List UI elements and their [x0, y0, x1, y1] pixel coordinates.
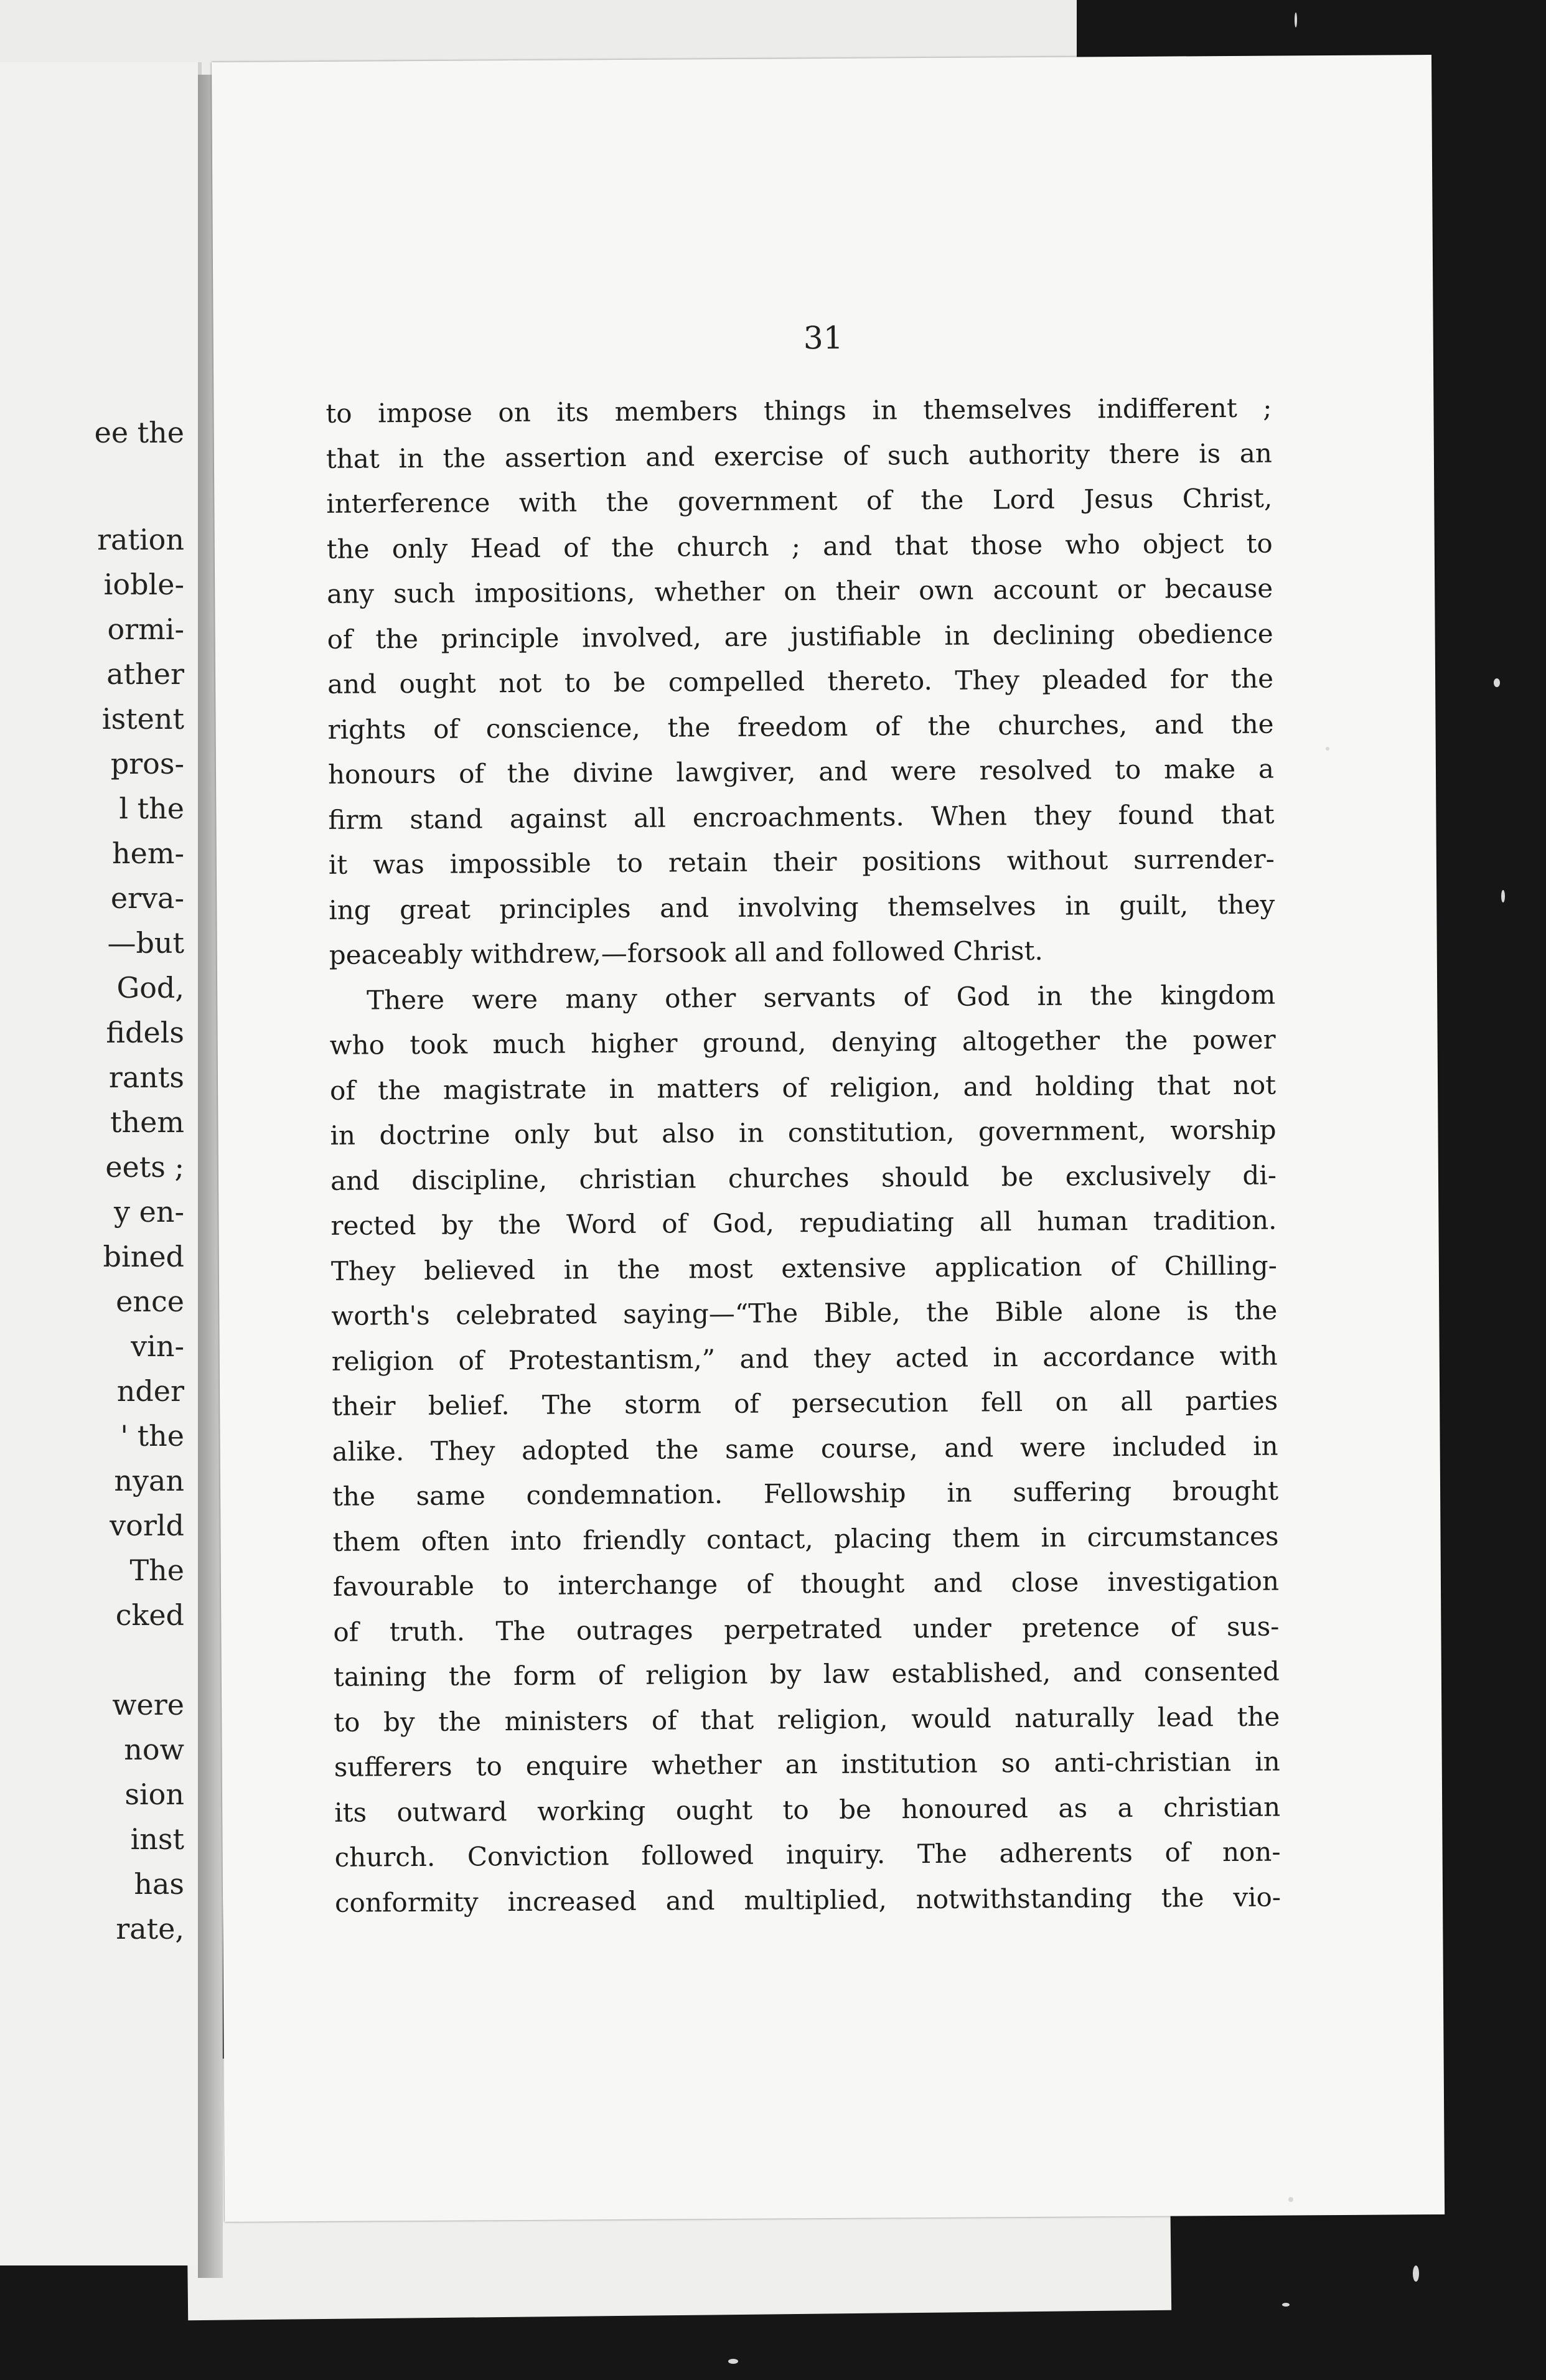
- left-page-fragment: now: [124, 1733, 184, 1766]
- left-page-fragment: God,: [116, 971, 184, 1005]
- left-page-fragment: fidels: [106, 1016, 184, 1049]
- left-page-fragment: erva-: [110, 881, 184, 915]
- text-line: to impose on its members things in themselves indifferent ;: [326, 392, 1272, 429]
- text-line: of the principle involved, are justifiable in declining obedience: [327, 618, 1273, 655]
- left-page-fragment: ' the: [120, 1419, 184, 1453]
- left-page-fragment: ioble-: [103, 568, 184, 601]
- left-page-fragment: vin-: [131, 1329, 184, 1363]
- text-line: of the magistrate in matters of religion, and holding that not: [329, 1069, 1277, 1106]
- dust-speck: [1295, 12, 1297, 27]
- text-line: its outward working ought to be honoured as a christian: [334, 1791, 1281, 1828]
- left-page-fragment: pros-: [110, 747, 184, 780]
- text-line: religion of Protestantism,” and they acted in accordance with: [331, 1340, 1278, 1377]
- left-page-fragment: sion: [124, 1778, 184, 1811]
- dust-speck: [1494, 678, 1500, 687]
- left-page-fragment: bined: [103, 1240, 184, 1273]
- body-text: [326, 386, 1281, 1926]
- text-line: church. Conviction followed inquiry. The adherents of non-: [334, 1836, 1281, 1873]
- text-line: who took much higher ground, denying altogether the power: [329, 1024, 1276, 1061]
- text-line: ing great principles and involving themselves in guilt, they: [329, 889, 1275, 925]
- text-line: the same condemnation. Fellowship in suffering brought: [332, 1475, 1279, 1512]
- text-line: that in the assertion and exercise of such authority there is an: [326, 438, 1273, 474]
- left-page-fragment: rants: [108, 1061, 184, 1094]
- text-line: the only Head of the church ; and that those who object to: [326, 528, 1273, 565]
- text-line: their belief. The storm of persecution fell on all parties: [332, 1385, 1278, 1422]
- left-page-fragment: ration: [97, 523, 184, 556]
- left-page-fragment: eets ;: [105, 1150, 184, 1184]
- text-line: rights of conscience, the freedom of the churches, and the: [327, 708, 1274, 745]
- left-page-fragment: nder: [116, 1374, 184, 1408]
- text-line: interference with the government of the Lord Jesus Christ,: [326, 482, 1273, 519]
- left-page-fragment: —but: [107, 926, 184, 960]
- left-page-fragment: them: [110, 1105, 184, 1139]
- left-page-fragment: l the: [119, 792, 184, 825]
- text-line: conformity increased and multiplied, notwithstanding the vio-: [334, 1881, 1281, 1918]
- text-line: them often into friendly contact, placing them in circumstances: [332, 1520, 1279, 1557]
- text-line: and discipline, christian churches should be exclusively di-: [330, 1160, 1277, 1196]
- text-line: peaceably withdrew,—forsook all and followed Christ.: [329, 935, 1043, 970]
- left-page-fragment: ormi-: [107, 612, 184, 646]
- left-page-fragment: rate,: [116, 1912, 184, 1946]
- dust-speck: [728, 2359, 738, 2364]
- text-line: honours of the divine lawgiver, and were resolved to make a: [327, 753, 1275, 790]
- left-page-fragment: nyan: [114, 1464, 184, 1497]
- text-line: any such impositions, whether on their own account or because: [327, 573, 1273, 609]
- text-line: and ought not to be compelled thereto. They pleaded for the: [327, 663, 1274, 700]
- text-line: They believed in the most extensive application of Chilling-: [330, 1250, 1277, 1286]
- text-line: sufferers to enquire whether an institution so anti-christian in: [334, 1746, 1280, 1783]
- left-page-fragment: cked: [115, 1598, 184, 1632]
- text-line: taining the form of religion by law established, and consented: [333, 1656, 1280, 1692]
- text-line: firm stand against all encroachments. When they found that: [328, 799, 1275, 835]
- text-line: it was impossible to retain their positions without surrender-: [328, 843, 1275, 880]
- left-page-fragment: y en-: [113, 1195, 184, 1229]
- text-line: alike. They adopted the same course, and were included in: [332, 1430, 1278, 1467]
- dust-speck: [1413, 2265, 1419, 2282]
- dust-speck: [1288, 2197, 1293, 2202]
- page-number: 31: [803, 319, 843, 357]
- dust-speck: [1326, 747, 1329, 751]
- text-line: favourable to interchange of thought and close investigation: [332, 1565, 1280, 1602]
- left-page-fragment: hem-: [111, 836, 184, 870]
- text-line: to by the ministers of that religion, would naturally lead the: [334, 1701, 1280, 1738]
- left-page-fragment: ence: [116, 1285, 184, 1318]
- text-line: worth's celebrated saying—“The Bible, the Bible alone is the: [331, 1295, 1278, 1331]
- left-page-fragment: were: [112, 1688, 184, 1722]
- left-page-fragment: inst: [130, 1822, 184, 1856]
- left-facing-page: [0, 62, 202, 2265]
- dust-speck: [1501, 890, 1505, 902]
- main-page: [212, 55, 1445, 2222]
- left-page-fragment: istent: [101, 702, 184, 736]
- text-line: in doctrine only but also in constitution, government, worship: [330, 1114, 1277, 1151]
- left-page-fragment: vorld: [110, 1509, 184, 1542]
- left-page-fragment: ather: [106, 657, 184, 691]
- text-line: rected by the Word of God, repudiating all human tradition.: [330, 1204, 1277, 1241]
- text-line: of truth. The outrages perpetrated under pretence of sus-: [333, 1611, 1280, 1647]
- left-page-fragment: ee the: [94, 416, 184, 449]
- left-page-fragment: has: [134, 1867, 184, 1901]
- dust-speck: [1282, 2303, 1290, 2307]
- text-line: There were many other servants of God in the kingdom: [367, 979, 1276, 1016]
- left-page-fragment: The: [129, 1553, 184, 1587]
